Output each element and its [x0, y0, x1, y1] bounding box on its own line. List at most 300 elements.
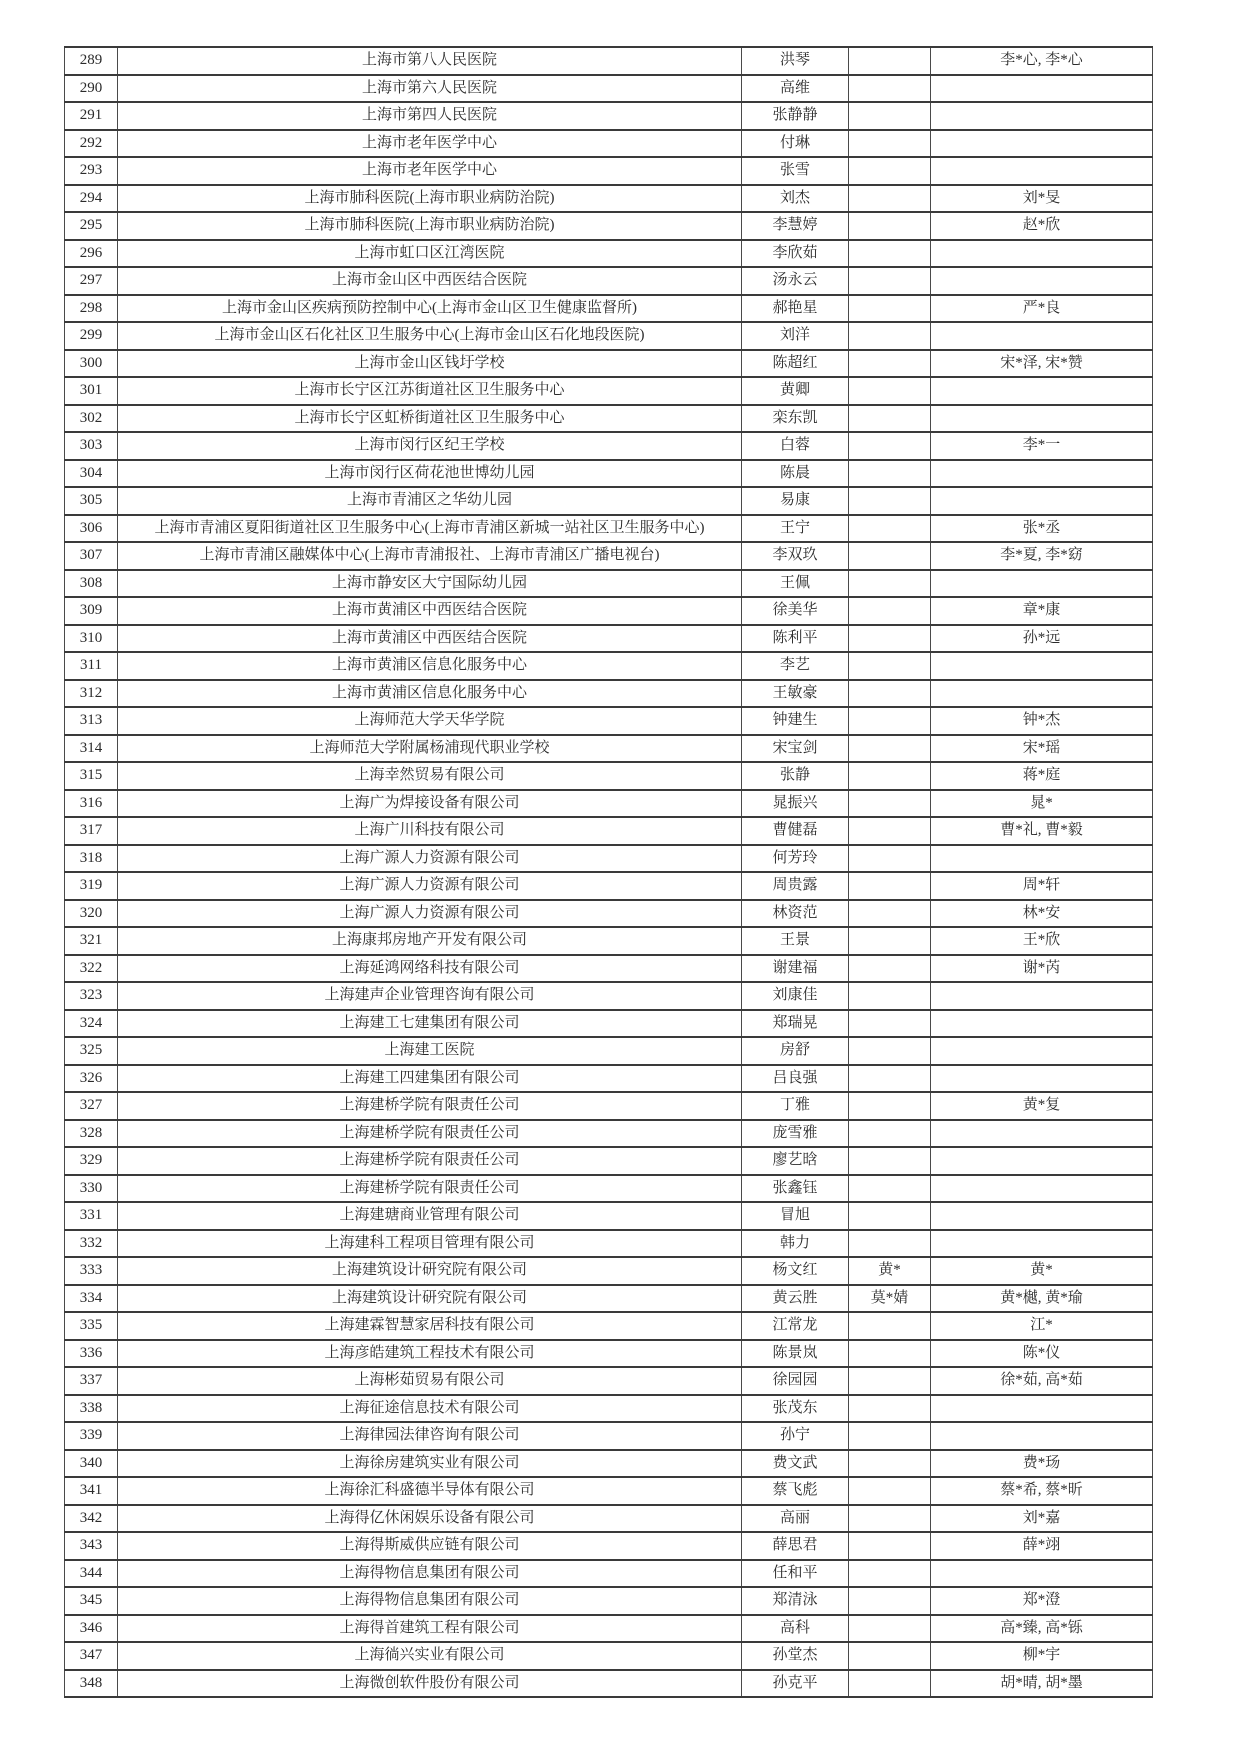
table-row: [65, 1340, 1153, 1368]
masked-name-cell: [849, 460, 931, 488]
person-name-cell: 谢建福: [742, 955, 849, 983]
table-row: [65, 1285, 1153, 1313]
table-row: [65, 542, 1153, 570]
organization-cell: 上海广源人力资源有限公司: [118, 900, 742, 928]
masked-names-cell: 高*臻, 高*铄: [931, 1615, 1153, 1643]
masked-names-cell: 刘*旻: [931, 185, 1153, 213]
masked-names-cell: [931, 377, 1153, 405]
row-index-cell: 346: [65, 1615, 118, 1643]
row-index-cell: 310: [65, 625, 118, 653]
masked-names-cell: 徐*茹, 高*茹: [931, 1367, 1153, 1395]
masked-names-cell: [931, 570, 1153, 598]
table-row: [65, 1477, 1153, 1505]
masked-name-cell: [849, 927, 931, 955]
organization-cell: 上海建声企业管理咨询有限公司: [118, 982, 742, 1010]
table-row: [65, 1065, 1153, 1093]
table-row: [65, 157, 1153, 185]
masked-names-cell: [931, 1395, 1153, 1423]
row-index-cell: 328: [65, 1120, 118, 1148]
table-row: [65, 762, 1153, 790]
person-name-cell: 陈利平: [742, 625, 849, 653]
row-index-cell: 297: [65, 267, 118, 295]
masked-names-cell: 李*夏, 李*窈: [931, 542, 1153, 570]
masked-name-cell: [849, 1422, 931, 1450]
row-index-cell: 335: [65, 1312, 118, 1340]
table-row: [65, 680, 1153, 708]
masked-names-cell: 林*安: [931, 900, 1153, 928]
table-row: [65, 267, 1153, 295]
masked-name-cell: [849, 322, 931, 350]
masked-name-cell: [849, 1560, 931, 1588]
masked-names-cell: 柳*宇: [931, 1642, 1153, 1670]
organization-cell: 上海市静安区大宁国际幼儿园: [118, 570, 742, 598]
person-name-cell: 张鑫钰: [742, 1175, 849, 1203]
person-name-cell: 李双玖: [742, 542, 849, 570]
organization-cell: 上海微创软件股份有限公司: [118, 1670, 742, 1698]
person-name-cell: 高科: [742, 1615, 849, 1643]
organization-cell: 上海建科工程项目管理有限公司: [118, 1230, 742, 1258]
masked-name-cell: [849, 1450, 931, 1478]
person-name-cell: 王敏豪: [742, 680, 849, 708]
masked-names-cell: 晁*: [931, 790, 1153, 818]
row-index-cell: 291: [65, 102, 118, 130]
table-row: [65, 322, 1153, 350]
organization-cell: 上海徐房建筑实业有限公司: [118, 1450, 742, 1478]
organization-cell: 上海广源人力资源有限公司: [118, 872, 742, 900]
person-name-cell: 周贵露: [742, 872, 849, 900]
person-name-cell: 栾东凯: [742, 405, 849, 433]
table-row: [65, 652, 1153, 680]
person-name-cell: 韩力: [742, 1230, 849, 1258]
table-row: [65, 350, 1153, 378]
masked-names-cell: 薛*翊: [931, 1532, 1153, 1560]
masked-name-cell: [849, 790, 931, 818]
person-name-cell: 陈晨: [742, 460, 849, 488]
person-name-cell: 孙克平: [742, 1670, 849, 1698]
organization-cell: 上海彬茹贸易有限公司: [118, 1367, 742, 1395]
masked-name-cell: [849, 707, 931, 735]
masked-name-cell: [849, 1147, 931, 1175]
table-row: [65, 570, 1153, 598]
person-name-cell: 孙堂杰: [742, 1642, 849, 1670]
row-index-cell: 294: [65, 185, 118, 213]
person-name-cell: 宋宝剑: [742, 735, 849, 763]
masked-names-cell: [931, 75, 1153, 103]
organization-cell: 上海建桥学院有限责任公司: [118, 1092, 742, 1120]
table-row: [65, 1615, 1153, 1643]
row-index-cell: 309: [65, 597, 118, 625]
table-row: [65, 212, 1153, 240]
masked-name-cell: [849, 157, 931, 185]
masked-names-cell: 李*心, 李*心: [931, 47, 1153, 75]
organization-cell: 上海得亿休闲娱乐设备有限公司: [118, 1505, 742, 1533]
row-index-cell: 311: [65, 652, 118, 680]
masked-name-cell: [849, 1202, 931, 1230]
row-index-cell: 312: [65, 680, 118, 708]
row-index-cell: 348: [65, 1670, 118, 1698]
person-name-cell: 刘洋: [742, 322, 849, 350]
table-row: [65, 1202, 1153, 1230]
organization-cell: 上海建桥学院有限责任公司: [118, 1175, 742, 1203]
table-row: [65, 1147, 1153, 1175]
organization-cell: 上海建桥学院有限责任公司: [118, 1147, 742, 1175]
row-index-cell: 302: [65, 405, 118, 433]
organization-cell: 上海建瑭商业管理有限公司: [118, 1202, 742, 1230]
row-index-cell: 315: [65, 762, 118, 790]
table-row: [65, 460, 1153, 488]
row-index-cell: 344: [65, 1560, 118, 1588]
table-row: [65, 1642, 1153, 1670]
masked-name-cell: [849, 487, 931, 515]
row-index-cell: 334: [65, 1285, 118, 1313]
row-index-cell: 318: [65, 845, 118, 873]
masked-names-cell: [931, 1037, 1153, 1065]
organization-cell: 上海康邦房地产开发有限公司: [118, 927, 742, 955]
masked-name-cell: [849, 185, 931, 213]
masked-name-cell: [849, 597, 931, 625]
row-index-cell: 340: [65, 1450, 118, 1478]
masked-names-cell: [931, 460, 1153, 488]
table-row: [65, 597, 1153, 625]
masked-name-cell: [849, 872, 931, 900]
organization-cell: 上海市金山区疾病预防控制中心(上海市金山区卫生健康监督所): [118, 295, 742, 323]
table-row: [65, 625, 1153, 653]
table-row: [65, 1395, 1153, 1423]
organization-cell: 上海建工七建集团有限公司: [118, 1010, 742, 1038]
masked-names-cell: [931, 130, 1153, 158]
row-index-cell: 295: [65, 212, 118, 240]
masked-name-cell: [849, 542, 931, 570]
masked-names-cell: 章*康: [931, 597, 1153, 625]
person-name-cell: 郑瑞晃: [742, 1010, 849, 1038]
masked-names-cell: [931, 240, 1153, 268]
masked-names-cell: [931, 1120, 1153, 1148]
masked-name-cell: [849, 1340, 931, 1368]
masked-name-cell: [849, 295, 931, 323]
masked-name-cell: [849, 1532, 931, 1560]
table-row: [65, 47, 1153, 75]
person-name-cell: 易康: [742, 487, 849, 515]
masked-names-cell: 刘*嘉: [931, 1505, 1153, 1533]
masked-names-cell: [931, 680, 1153, 708]
person-name-cell: 林资范: [742, 900, 849, 928]
masked-name-cell: [849, 1615, 931, 1643]
masked-names-cell: 陈*仪: [931, 1340, 1153, 1368]
person-name-cell: 费文武: [742, 1450, 849, 1478]
person-name-cell: 白蓉: [742, 432, 849, 460]
person-name-cell: 郝艳星: [742, 295, 849, 323]
masked-name-cell: [849, 1587, 931, 1615]
row-index-cell: 300: [65, 350, 118, 378]
person-name-cell: 任和平: [742, 1560, 849, 1588]
organization-cell: 上海建筑设计研究院有限公司: [118, 1257, 742, 1285]
masked-name-cell: [849, 1642, 931, 1670]
row-index-cell: 308: [65, 570, 118, 598]
masked-names-cell: 赵*欣: [931, 212, 1153, 240]
row-index-cell: 301: [65, 377, 118, 405]
masked-name-cell: [849, 762, 931, 790]
organization-cell: 上海得斯威供应链有限公司: [118, 1532, 742, 1560]
masked-name-cell: [849, 735, 931, 763]
person-name-cell: 张静静: [742, 102, 849, 130]
person-name-cell: 黄云胜: [742, 1285, 849, 1313]
person-name-cell: 陈超红: [742, 350, 849, 378]
organization-cell: 上海市青浦区夏阳街道社区卫生服务中心(上海市青浦区新城一站社区卫生服务中心): [118, 515, 742, 543]
masked-names-cell: 张*丞: [931, 515, 1153, 543]
table-row: [65, 1367, 1153, 1395]
organization-cell: 上海徐汇科盛德半导体有限公司: [118, 1477, 742, 1505]
masked-name-cell: [849, 1670, 931, 1698]
person-name-cell: 吕良强: [742, 1065, 849, 1093]
masked-names-cell: 黄*: [931, 1257, 1153, 1285]
person-name-cell: 洪琴: [742, 47, 849, 75]
organization-cell: 上海得物信息集团有限公司: [118, 1587, 742, 1615]
table-row: [65, 1037, 1153, 1065]
organization-cell: 上海律园法律咨询有限公司: [118, 1422, 742, 1450]
masked-name-cell: [849, 1065, 931, 1093]
table-row: [65, 1670, 1153, 1698]
table-row: [65, 1312, 1153, 1340]
masked-name-cell: [849, 102, 931, 130]
table-row: [65, 1257, 1153, 1285]
row-index-cell: 296: [65, 240, 118, 268]
masked-names-cell: [931, 845, 1153, 873]
masked-name-cell: [849, 1395, 931, 1423]
organization-cell: 上海建工四建集团有限公司: [118, 1065, 742, 1093]
person-name-cell: 房舒: [742, 1037, 849, 1065]
row-index-cell: 324: [65, 1010, 118, 1038]
masked-name-cell: [849, 1230, 931, 1258]
person-name-cell: 黄卿: [742, 377, 849, 405]
organization-cell: 上海市虹口区江湾医院: [118, 240, 742, 268]
table-row: [65, 790, 1153, 818]
organization-cell: 上海建工医院: [118, 1037, 742, 1065]
row-index-cell: 326: [65, 1065, 118, 1093]
masked-names-cell: [931, 1202, 1153, 1230]
masked-name-cell: [849, 1175, 931, 1203]
row-index-cell: 332: [65, 1230, 118, 1258]
masked-name-cell: [849, 1010, 931, 1038]
masked-names-cell: [931, 102, 1153, 130]
person-name-cell: 丁雅: [742, 1092, 849, 1120]
person-name-cell: 杨文红: [742, 1257, 849, 1285]
table-row: [65, 130, 1153, 158]
row-index-cell: 293: [65, 157, 118, 185]
organization-cell: 上海广源人力资源有限公司: [118, 845, 742, 873]
person-name-cell: 冒旭: [742, 1202, 849, 1230]
organization-cell: 上海建霖智慧家居科技有限公司: [118, 1312, 742, 1340]
table-row: [65, 1422, 1153, 1450]
masked-names-cell: [931, 157, 1153, 185]
table-row: [65, 1120, 1153, 1148]
masked-names-cell: [931, 487, 1153, 515]
organization-cell: 上海市肺科医院(上海市职业病防治院): [118, 185, 742, 213]
person-name-cell: 王宁: [742, 515, 849, 543]
masked-name-cell: [849, 47, 931, 75]
masked-name-cell: [849, 652, 931, 680]
masked-names-cell: [931, 1065, 1153, 1093]
person-name-cell: 廖艺晗: [742, 1147, 849, 1175]
masked-names-cell: [931, 267, 1153, 295]
row-index-cell: 317: [65, 817, 118, 845]
table-row: [65, 1505, 1153, 1533]
table-row: [65, 817, 1153, 845]
masked-names-cell: [931, 322, 1153, 350]
masked-name-cell: 黄*: [849, 1257, 931, 1285]
masked-names-cell: 黄*樾, 黄*瑜: [931, 1285, 1153, 1313]
table-row: [65, 405, 1153, 433]
organization-cell: 上海市金山区石化社区卫生服务中心(上海市金山区石化地段医院): [118, 322, 742, 350]
organization-cell: 上海得首建筑工程有限公司: [118, 1615, 742, 1643]
row-index-cell: 307: [65, 542, 118, 570]
masked-names-cell: [931, 1560, 1153, 1588]
row-index-cell: 331: [65, 1202, 118, 1230]
masked-names-cell: 江*: [931, 1312, 1153, 1340]
person-name-cell: 江常龙: [742, 1312, 849, 1340]
organization-cell: 上海广为焊接设备有限公司: [118, 790, 742, 818]
row-index-cell: 330: [65, 1175, 118, 1203]
person-name-cell: 刘康佳: [742, 982, 849, 1010]
person-name-cell: 付琳: [742, 130, 849, 158]
masked-names-cell: 李*一: [931, 432, 1153, 460]
masked-names-cell: 钟*杰: [931, 707, 1153, 735]
organization-cell: 上海市金山区钱圩学校: [118, 350, 742, 378]
person-name-cell: 陈景岚: [742, 1340, 849, 1368]
organization-cell: 上海市闵行区纪王学校: [118, 432, 742, 460]
masked-names-cell: 胡*晴, 胡*墨: [931, 1670, 1153, 1698]
masked-name-cell: [849, 432, 931, 460]
organization-cell: 上海市第四人民医院: [118, 102, 742, 130]
masked-name-cell: [849, 75, 931, 103]
masked-names-cell: [931, 1147, 1153, 1175]
masked-names-cell: [931, 982, 1153, 1010]
table-row: [65, 1587, 1153, 1615]
person-name-cell: 李艺: [742, 652, 849, 680]
masked-names-cell: 孙*远: [931, 625, 1153, 653]
organization-cell: 上海广川科技有限公司: [118, 817, 742, 845]
table-row: [65, 1230, 1153, 1258]
table-row: [65, 102, 1153, 130]
masked-names-cell: 蔡*希, 蔡*昕: [931, 1477, 1153, 1505]
table-row: [65, 295, 1153, 323]
masked-name-cell: [849, 570, 931, 598]
row-index-cell: 319: [65, 872, 118, 900]
row-index-cell: 321: [65, 927, 118, 955]
person-name-cell: 李欣茹: [742, 240, 849, 268]
row-index-cell: 325: [65, 1037, 118, 1065]
organization-cell: 上海市黄浦区中西医结合医院: [118, 625, 742, 653]
organization-cell: 上海市金山区中西医结合医院: [118, 267, 742, 295]
table-row: [65, 1092, 1153, 1120]
table-row: [65, 515, 1153, 543]
table-row: [65, 1010, 1153, 1038]
table-row: [65, 982, 1153, 1010]
masked-name-cell: [849, 405, 931, 433]
organization-cell: 上海市闵行区荷花池世博幼儿园: [118, 460, 742, 488]
organization-cell: 上海师范大学天华学院: [118, 707, 742, 735]
organization-cell: 上海市黄浦区信息化服务中心: [118, 652, 742, 680]
person-name-cell: 何芳玲: [742, 845, 849, 873]
person-name-cell: 曹健磊: [742, 817, 849, 845]
person-name-cell: 高丽: [742, 1505, 849, 1533]
masked-names-cell: [931, 1010, 1153, 1038]
person-name-cell: 薛思君: [742, 1532, 849, 1560]
person-name-cell: 张雪: [742, 157, 849, 185]
masked-names-cell: 王*欣: [931, 927, 1153, 955]
row-index-cell: 338: [65, 1395, 118, 1423]
organization-cell: 上海市青浦区之华幼儿园: [118, 487, 742, 515]
masked-names-cell: 郑*澄: [931, 1587, 1153, 1615]
organization-cell: 上海市黄浦区中西医结合医院: [118, 597, 742, 625]
person-name-cell: 钟建生: [742, 707, 849, 735]
organization-cell: 上海得物信息集团有限公司: [118, 1560, 742, 1588]
table-row: [65, 240, 1153, 268]
organization-cell: 上海市第六人民医院: [118, 75, 742, 103]
person-name-cell: 张茂东: [742, 1395, 849, 1423]
masked-name-cell: [849, 1505, 931, 1533]
table-row: [65, 1175, 1153, 1203]
row-index-cell: 305: [65, 487, 118, 515]
roster-table-body: [65, 47, 1153, 1697]
roster-table: [64, 46, 1153, 1698]
masked-name-cell: [849, 130, 931, 158]
row-index-cell: 292: [65, 130, 118, 158]
masked-name-cell: [849, 900, 931, 928]
table-row: [65, 900, 1153, 928]
masked-name-cell: [849, 817, 931, 845]
masked-name-cell: [849, 1312, 931, 1340]
masked-name-cell: [849, 350, 931, 378]
masked-name-cell: [849, 845, 931, 873]
row-index-cell: 313: [65, 707, 118, 735]
person-name-cell: 张静: [742, 762, 849, 790]
masked-name-cell: [849, 240, 931, 268]
row-index-cell: 298: [65, 295, 118, 323]
row-index-cell: 347: [65, 1642, 118, 1670]
row-index-cell: 341: [65, 1477, 118, 1505]
masked-names-cell: 黄*复: [931, 1092, 1153, 1120]
masked-name-cell: [849, 1037, 931, 1065]
person-name-cell: 晁振兴: [742, 790, 849, 818]
row-index-cell: 336: [65, 1340, 118, 1368]
table-row: [65, 487, 1153, 515]
masked-name-cell: [849, 1477, 931, 1505]
table-row: [65, 955, 1153, 983]
person-name-cell: 刘杰: [742, 185, 849, 213]
person-name-cell: 徐园园: [742, 1367, 849, 1395]
person-name-cell: 徐美华: [742, 597, 849, 625]
person-name-cell: 王佩: [742, 570, 849, 598]
masked-names-cell: 宋*泽, 宋*赞: [931, 350, 1153, 378]
masked-name-cell: [849, 515, 931, 543]
masked-name-cell: [849, 1092, 931, 1120]
organization-cell: 上海市老年医学中心: [118, 157, 742, 185]
masked-name-cell: [849, 267, 931, 295]
masked-name-cell: [849, 680, 931, 708]
row-index-cell: 289: [65, 47, 118, 75]
person-name-cell: 高维: [742, 75, 849, 103]
table-row: [65, 432, 1153, 460]
row-index-cell: 342: [65, 1505, 118, 1533]
row-index-cell: 316: [65, 790, 118, 818]
row-index-cell: 339: [65, 1422, 118, 1450]
table-row: [65, 1532, 1153, 1560]
table-row: [65, 75, 1153, 103]
masked-names-cell: [931, 652, 1153, 680]
row-index-cell: 322: [65, 955, 118, 983]
organization-cell: 上海市长宁区江苏街道社区卫生服务中心: [118, 377, 742, 405]
table-row: [65, 1450, 1153, 1478]
